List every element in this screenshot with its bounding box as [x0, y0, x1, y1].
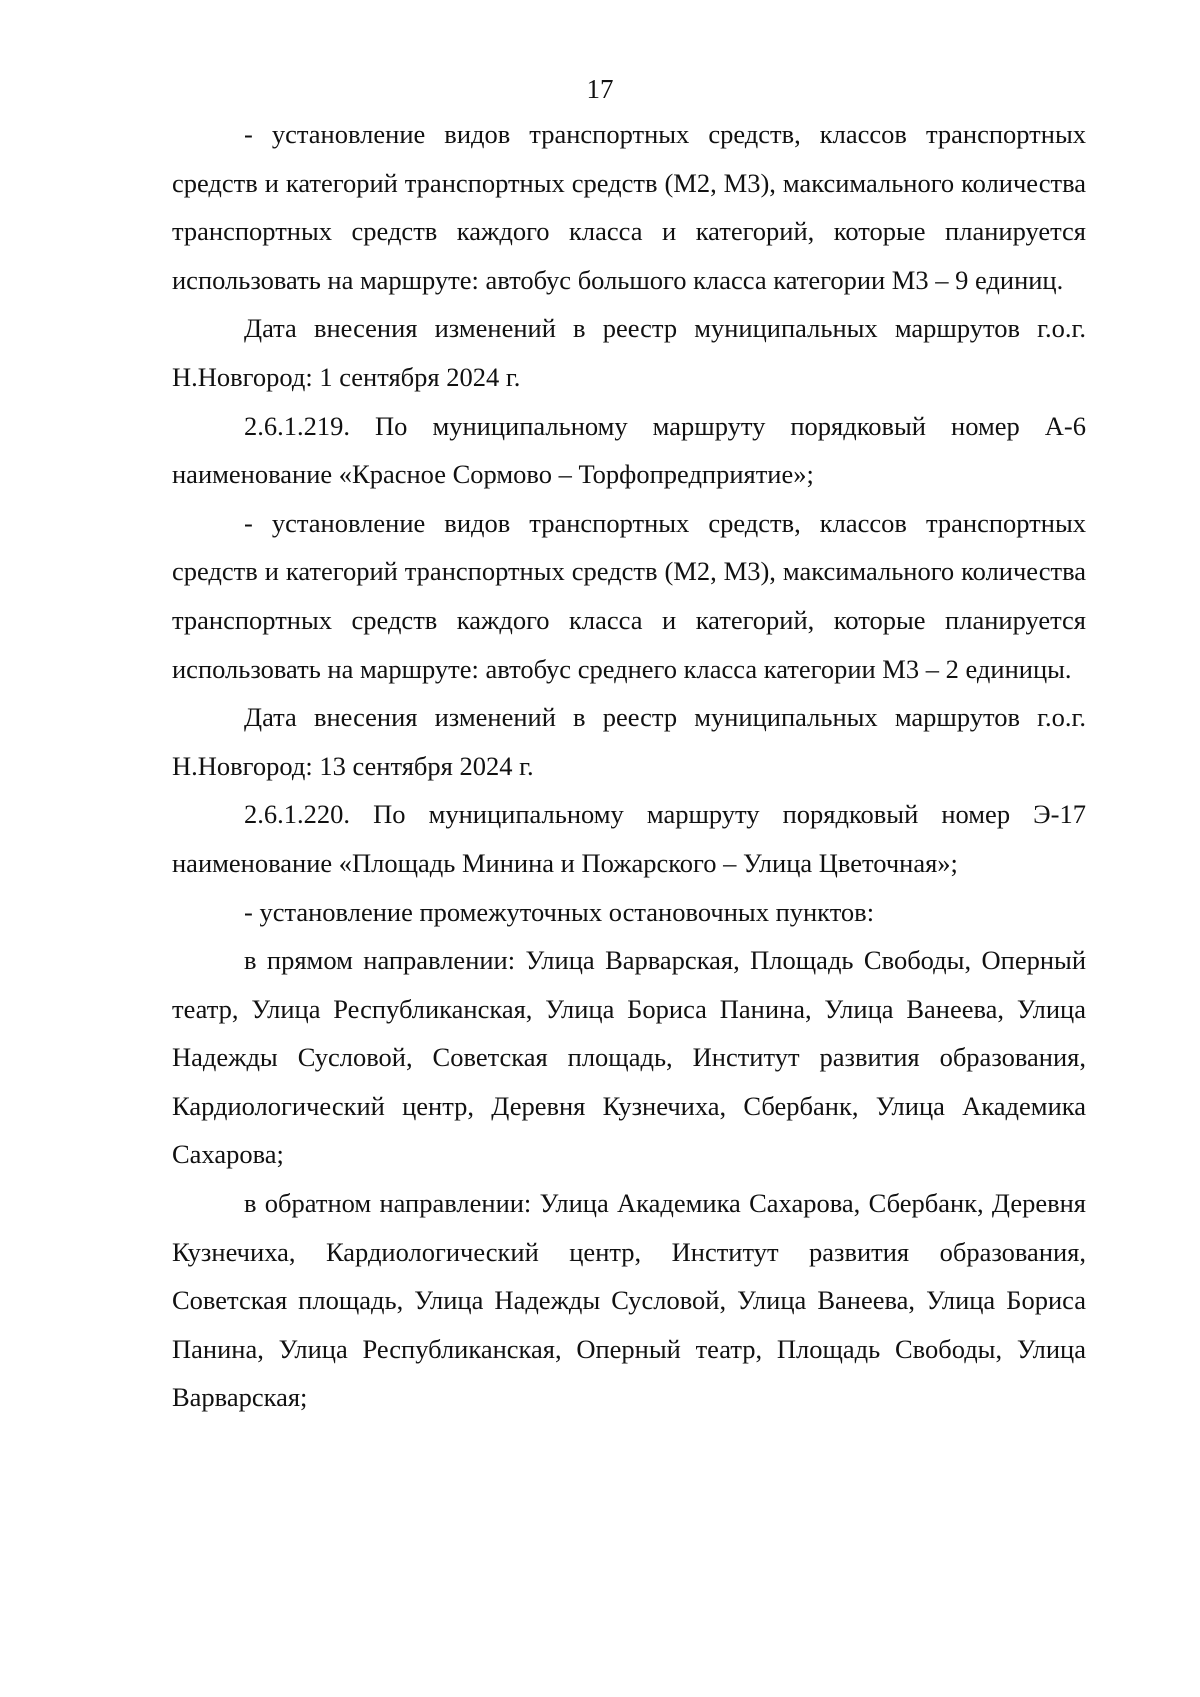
- paragraph-vehicle-types-2: - установление видов транспортных средств, классов транспортных средств и категорий транспортных средств (М2, М3), максимального количества транспортных средств каждого класса и категорий, которые планируется использовать на маршруте: автобус среднего класса категории М3 – 2 единицы.: [172, 507, 1086, 684]
- paragraph-route-e17: 2.6.1.220. По муниципальному маршруту порядковый номер Э-17 наименование «Площадь Минина и Пожарского – Улица Цветочная»;: [172, 799, 1086, 878]
- page-number: 17: [586, 74, 614, 104]
- document-body: [172, 110, 1086, 1422]
- paragraph-registry-date-2: Дата внесения изменений в реестр муниципальных маршрутов г.о.г. Н.Новгород: 13 сентября 2024 г.: [172, 702, 1086, 781]
- paragraph-forward-direction: в прямом направлении: Улица Варварская, Площадь Свободы, Оперный театр, Улица Республиканская, Улица Бориса Панина, Улица Ванеева, Улица Надежды Сусловой, Советская площадь, Институт развития образования, Кардиологический центр, Деревня Кузнечиха, Сбербанк, Улица Академика Сахарова;: [172, 945, 1086, 1170]
- paragraph-vehicle-types-1: - установление видов транспортных средств, классов транспортных средств и категорий транспортных средств (М2, М3), максимального количества транспортных средств каждого класса и категорий, которые планируется использовать на маршруте: автобус большого класса категории М3 – 9 единиц.: [172, 119, 1086, 295]
- paragraph-registry-date-1: Дата внесения изменений в реестр муниципальных маршрутов г.о.г. Н.Новгород: 1 сентября 2024 г.: [172, 313, 1086, 392]
- paragraph-reverse-direction: в обратном направлении: Улица Академика Сахарова, Сбербанк, Деревня Кузнечиха, Кардиологический центр, Институт развития образования, Советская площадь, Улица Надежды Сусловой, Улица Ванеева, Улица Бориса Панина, Улица Республиканская, Оперный театр, Площадь Свободы, Улица Варварская;: [172, 1188, 1086, 1413]
- paragraph-route-a6: 2.6.1.219. По муниципальному маршруту порядковый номер А-6 наименование «Красное Сормово – Торфопредприятие»;: [172, 410, 1086, 490]
- paragraph-intermediate-stops: - установление промежуточных остановочных пунктов:: [244, 896, 875, 927]
